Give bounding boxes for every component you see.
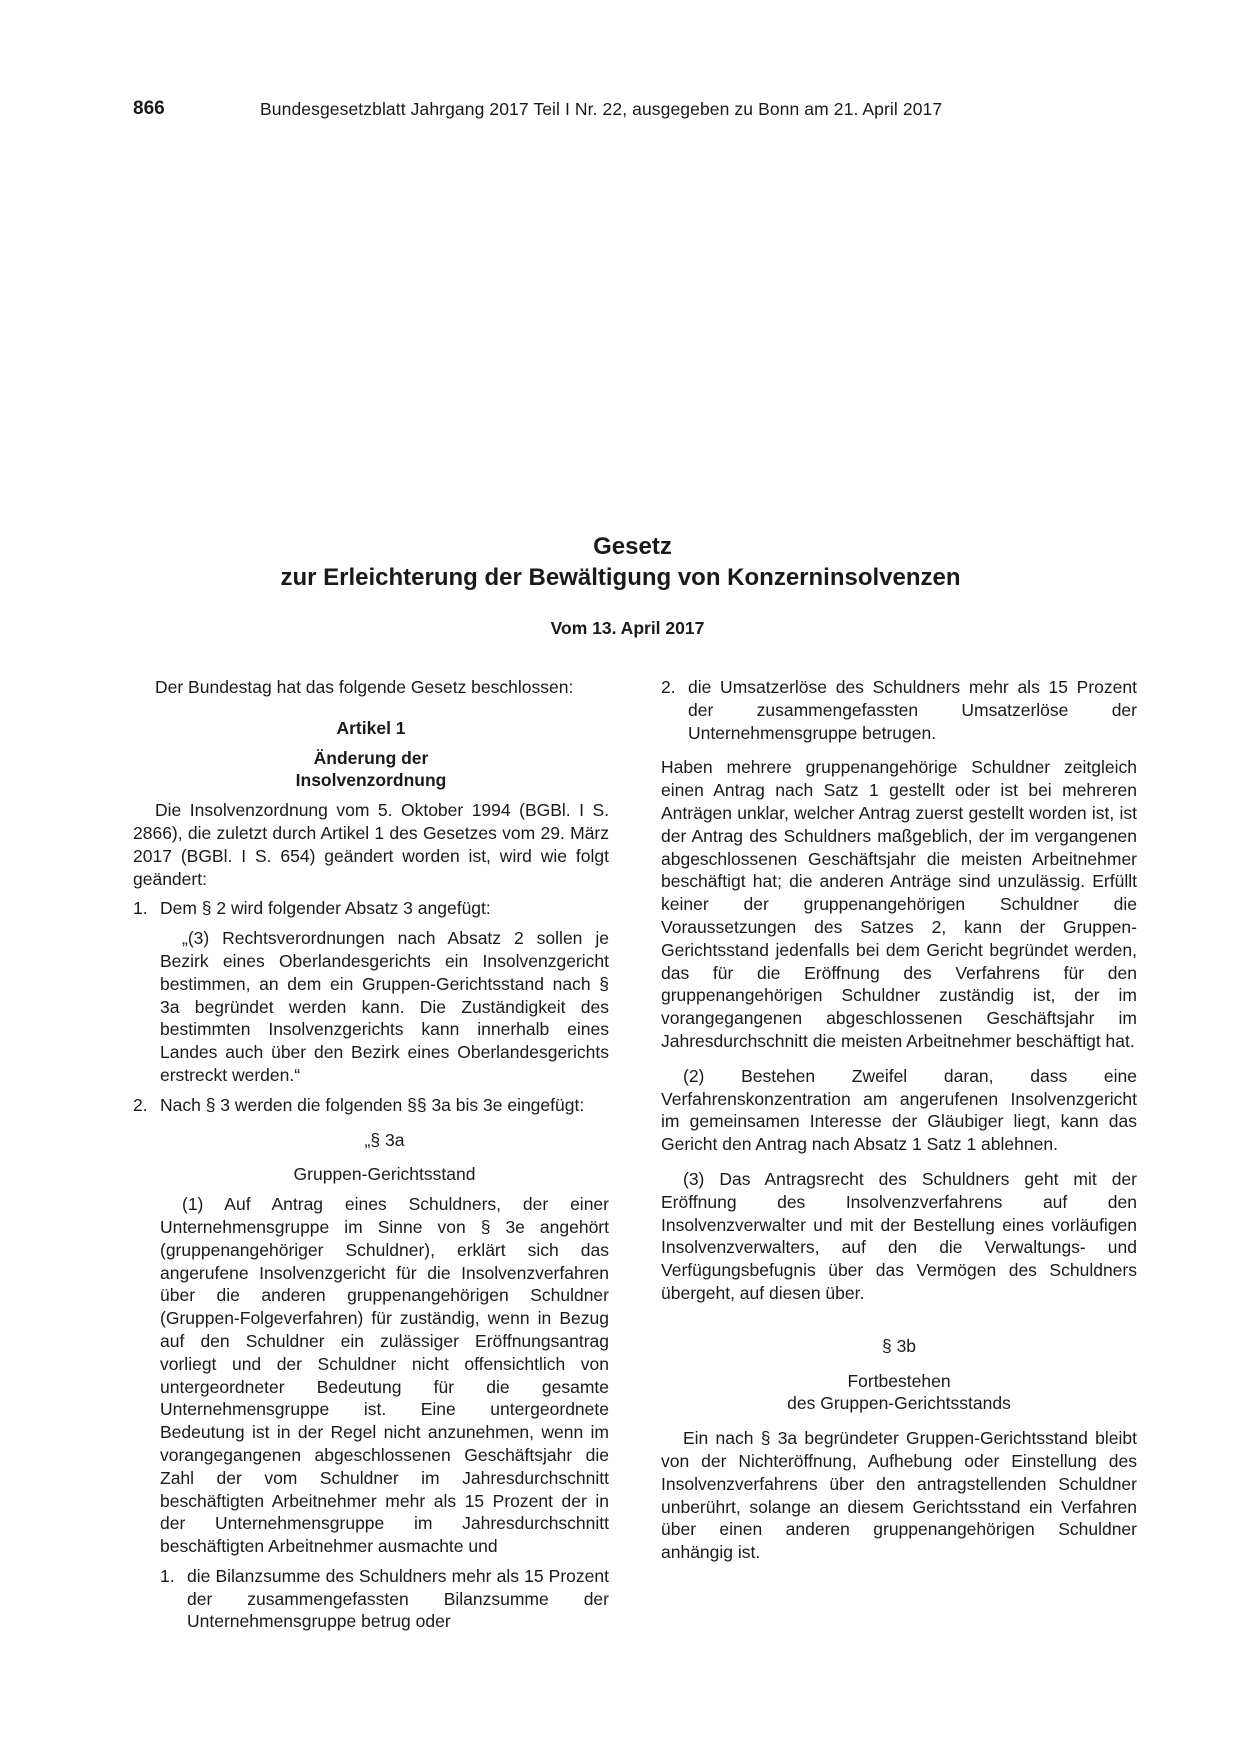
running-head: Bundesgesetzblatt Jahrgang 2017 Teil I Nr. 22, ausgegeben zu Bonn am 21. April 2017 — [260, 99, 943, 119]
page-number: 866 — [133, 98, 165, 119]
law-title-line2: zur Erleichterung der Bewältigung von Konzerninsolvenzen — [280, 564, 961, 591]
quote-block — [133, 927, 609, 1087]
section-3a-paragraph-1: (1) Auf Antrag eines Schuldners, der einer Unternehmensgruppe im Sinne von § 3e angehört (gruppenangehöriger Schuldner), erklärt sich das angerufene Insolvenzgericht für die Insolvenzverfahren über die anderen gruppenangehörigen Schuldner (Gruppen-Folgeverfahren) für zuständig, wenn in Bezug auf den Schuldner ein zulässiger Eröffnungsantrag vorliegt und der Schuldner nicht offensichtlich von untergeordneter Bedeutung für die gesamte Unternehmensgruppe ist. Eine untergeordnete Bedeutung ist in der Regel nicht anzunehmen, wenn im vorangegangenen abgeschlossenen Geschäftsjahr die Zahl der vom Schuldner im Jahresdurchschnitt beschäftigten Arbeitnehmer mehr als 15 Prozent der in der Unternehmensgruppe im Jahresdurchschnitt beschäftigten Arbeitnehmer ausmachte und — [160, 1194, 609, 1557]
section-3a-paragraph-3: (3) Das Antragsrecht des Schuldners geht mit der Eröffnung des Insolvenzverfahrens auf den Insolvenzverwalter und mit der Bestellung eines vorläufigen Insolvenzverwalters, auf den die Verwaltungs- und Verfügungsbefugnis über das Vermögen des Schuldners übergeht, auf diesen über. — [661, 1168, 1137, 1303]
section-3a-block — [133, 1129, 609, 1634]
law-date: Vom 13. April 2017 — [550, 618, 705, 638]
list-number: 2. — [133, 1094, 148, 1115]
list-number: 1. — [133, 898, 148, 919]
article-intro: Die Insolvenzordnung vom 5. Oktober 1994 (BGBl. I S. 2866), die zuletzt durch Artikel 1 des Gesetzes vom 29. März 2017 (BGBl. I S. 654) geändert worden ist, wird wie folgt geändert: — [133, 800, 609, 889]
list-item-1 — [133, 897, 609, 920]
article-number: Artikel 1 — [336, 717, 406, 738]
right-column — [661, 676, 1137, 1564]
section-3b-paragraph: Ein nach § 3a begründeter Gruppen-Gerichtsstand bleibt von der Nichteröffnung, Aufhebung oder Einstellung des Insolvenzverfahrens über den antragstellenden Schuldner unberührt, solange an diesem Gerichtsstand ein Verfahren über einen anderen gruppenangehörigen Schuldner anhängig ist. — [661, 1428, 1137, 1563]
section-3a-paragraph-2: (2) Bestehen Zweifel daran, dass eine Verfahrenskonzentration am angerufenen Insolvenzgericht im gemeinsamen Interesse der Gläubiger liegt, kann das Gericht den Antrag nach Absatz 1 Satz 1 ablehnen. — [661, 1065, 1137, 1155]
left-column — [133, 676, 609, 1633]
article-title-line1: Änderung der — [313, 747, 429, 768]
law-title-block — [0, 532, 1241, 639]
list-item-2 — [133, 1094, 609, 1117]
quoted-paragraph: „(3) Rechtsverordnungen nach Absatz 2 sollen je Bezirk eines Oberlandesgerichts ein Insolvenzgericht bestimmen, an dem ein Gruppen-Gerichtsstand nach § 3a begründet werden kann. Die Zuständigkeit des bestimmten Insolvenzgerichts kann innerhalb eines Landes auch über den Bezirk eines Oberlandesgerichts erstreckt werden.“ — [160, 928, 609, 1085]
section-3a-title: Gruppen-Gerichtsstand — [293, 1164, 476, 1185]
list-text: die Bilanzsumme des Schuldners mehr als 15 Prozent der zusammengefassten Bilanzsumme der Unternehmensgruppe betrug oder — [187, 1565, 609, 1632]
article-title-line2: Insolvenzordnung — [295, 770, 447, 791]
sub-list-item-2 — [661, 676, 1137, 744]
list-number: 2. — [661, 677, 676, 697]
page-header — [0, 98, 1241, 128]
section-3a-heading: „§ 3a — [364, 1129, 405, 1150]
section-3a-paragraph-1-continued: Haben mehrere gruppenangehörige Schuldner zeitgleich einen Antrag nach Satz 1 gestellt oder ist bei mehreren Anträgen unklar, welcher Antrag zuerst gestellt worden ist, ist der Antrag des Schuldners maßgeblich, der im vergangenen abgeschlossenen Geschäftsjahr die meisten Arbeitnehmer beschäftigt hat; die anderen Anträge sind unzulässig. Erfüllt keiner der gruppenangehörigen Schuldner die Voraussetzungen des Satzes 2, kann der Gruppen-Gerichtsstand jedenfalls bei dem Gericht begründet werden, das für die Eröffnung des Verfahrens für den gruppenangehörigen Schuldner zuständig ist, der im vorangegangenen abgeschlossenen Geschäftsjahr im Jahresdurchschnitt die meisten Arbeitnehmer beschäftigt hat. — [661, 757, 1137, 1051]
list-text: Nach § 3 werden die folgenden §§ 3a bis 3e eingefügt: — [160, 1094, 585, 1115]
section-3b-title-line1: Fortbestehen — [847, 1370, 951, 1391]
list-number: 1. — [160, 1565, 175, 1586]
section-3b-title-line2: des Gruppen-Gerichtsstands — [787, 1393, 1011, 1414]
list-text: Dem § 2 wird folgender Absatz 3 angefügt: — [160, 898, 491, 919]
list-text: die Umsatzerlöse des Schuldners mehr als 15 Prozent der zusammengefassten Umsatzerlöse der Unternehmensgruppe betrugen. — [688, 677, 1137, 743]
enactment-clause: Der Bundestag hat das folgende Gesetz beschlossen: — [155, 677, 574, 697]
law-title-line1: Gesetz — [593, 533, 672, 560]
section-3b-heading: § 3b — [881, 1335, 917, 1356]
sub-list-item-1 — [160, 1565, 609, 1633]
